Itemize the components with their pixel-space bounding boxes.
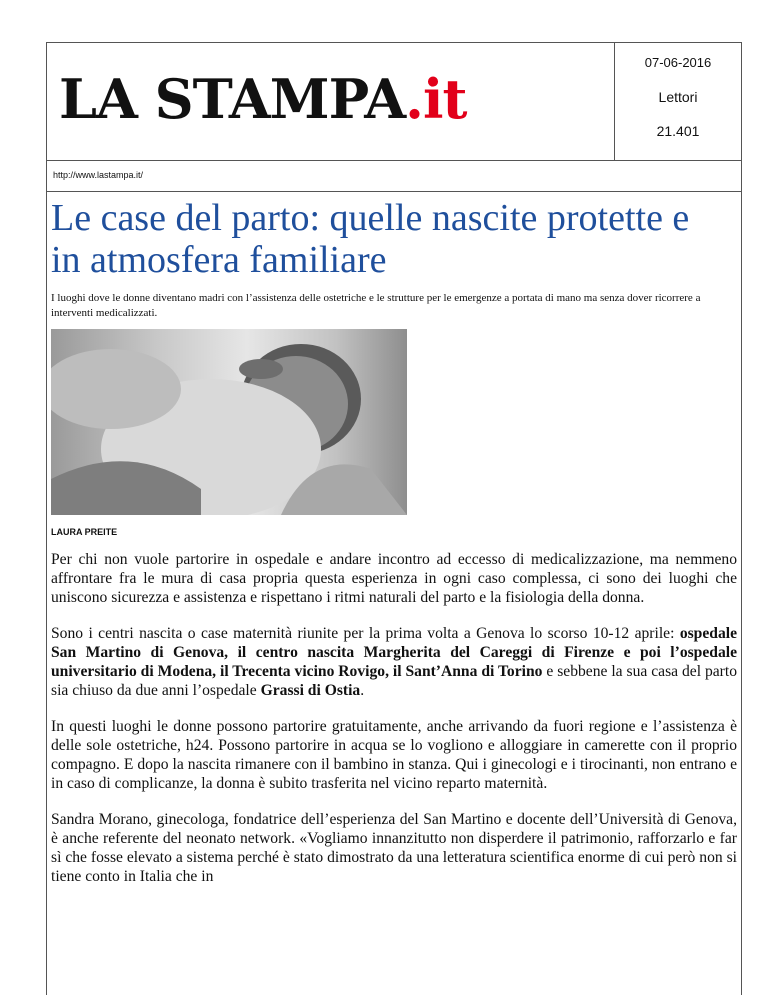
paragraph-2-bold: ospedale San Martino di Genova, il centro nascita Margherita del Careggi di Firenze e poi l’ospedale universitario di Modena, il Trecenta vicino Rovigo, il Sant’Anna di Torino [51, 625, 737, 680]
paragraph-2-end: . [360, 682, 365, 699]
logo-area [47, 43, 615, 160]
article-author: LAURA PREITE [51, 527, 118, 537]
readers-count: 21.401 [656, 123, 700, 139]
paragraph-2-bold-ostia: Grassi di Ostia [260, 682, 361, 699]
readers-label: Lettori [658, 89, 698, 105]
paragraph-3: In questi luoghi le donne possono partorire gratuitamente, anche arrivando da fuori regione e l’assistenza è delle sole ostetriche, h24. Possono partorire in acqua se lo vogliono e alloggiare in camerette con il proprio compagno. E dopo la nascita rimanere con il bambino in stanza. Qui i ginecologi e i tirocinanti, non entrano e in caso di complicanze, la donna è subito trasferita nel vicino reparto maternità. [51, 718, 737, 792]
paragraph-2-text-cont: e sebbene la sua casa del parto sia chiuso da due anni l’ospedale [51, 663, 737, 699]
page-frame [46, 42, 742, 995]
logo-main: LA STAMPA [59, 67, 406, 131]
logo-suffix: .it [405, 67, 467, 131]
paragraph-2 [51, 624, 737, 700]
article-title: Le case del parto: quelle nascite protette e in atmosfera familiare [51, 197, 690, 281]
paragraph-4: Sandra Morano, ginecologa, fondatrice dell’esperienza del San Martino e docente dell’Università di Genova, è anche referente del neonato network. «Vogliamo innanzitutto non disperdere il patrimonio, rafforzarlo e far sì che fosse elevato a sistema perché è stato dimostrato da una letteratura scientifica enorme di cui però non si tiene conto in Italia che in [51, 811, 737, 885]
la-stampa-logo [59, 69, 466, 129]
source-url[interactable]: http://www.lastampa.it/ [53, 170, 144, 180]
newborn-photo-illustration [51, 329, 407, 515]
article-body [51, 550, 737, 903]
newborn-photo [51, 329, 407, 515]
article-subtitle: I luoghi dove le donne diventano madri con l’assistenza delle ostetriche e le strutture per le emergenze a portata di mano ma senza dover ricorrere a interventi medicalizzati. [51, 292, 701, 319]
masthead [47, 43, 741, 161]
paragraph-2-text: Sono i centri nascita o case maternità riunite per la prima volta a Genova lo scorso 10-12 aprile: [51, 625, 680, 642]
publication-date: 07-06-2016 [644, 55, 712, 70]
source-url-row [47, 161, 741, 192]
publication-meta [615, 43, 741, 160]
paragraph-1: Per chi non vuole partorire in ospedale e andare incontro ad eccesso di medicalizzazione, ma nemmeno affrontare fra le mura di casa propria questa esperienza in ogni caso complessa, ci sono dei luoghi che uniscono sicurezza e assistenza e rispettano i ritmi naturali del parto e la fisiologia della donna. [51, 551, 737, 606]
